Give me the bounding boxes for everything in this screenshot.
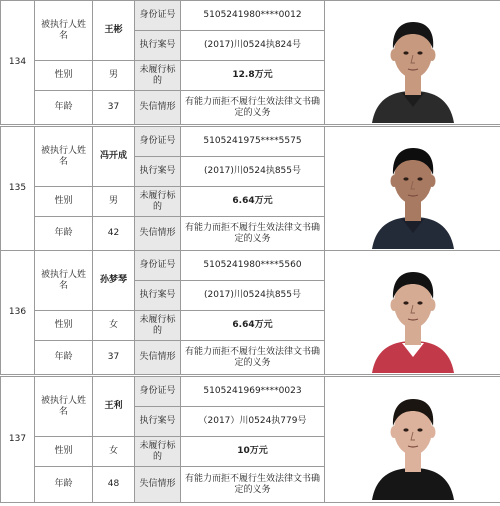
dishonesty-situation: 有能力而拒不履行生效法律文书确定的义务	[181, 467, 325, 503]
age: 48	[93, 467, 135, 503]
executee-name: 王利	[93, 377, 135, 437]
executee-record	[0, 0, 500, 125]
executee-photo	[325, 377, 500, 503]
gender-label: 性别	[35, 437, 93, 467]
unperformed-amount: 6.64万元	[181, 311, 325, 341]
record-number: 135	[1, 127, 35, 251]
age: 37	[93, 91, 135, 125]
dishonesty-label: 失信情形	[135, 217, 181, 251]
age-label: 年龄	[35, 91, 93, 125]
dishonesty-label: 失信情形	[135, 91, 181, 125]
case-number-label: 执行案号	[135, 31, 181, 61]
gender: 女	[93, 437, 135, 467]
dishonesty-label: 失信情形	[135, 341, 181, 375]
unperformed-amount: 12.8万元	[181, 61, 325, 91]
id-number: 5105241980****5560	[181, 251, 325, 281]
gender-label: 性别	[35, 187, 93, 217]
id-number-label: 身份证号	[135, 127, 181, 157]
unperformed-label: 未履行标的	[135, 187, 181, 217]
executee-name-label: 被执行人姓名	[35, 1, 93, 61]
executee-record	[0, 250, 500, 375]
gender-label: 性别	[35, 61, 93, 91]
unperformed-label: 未履行标的	[135, 311, 181, 341]
executee-name: 冯开成	[93, 127, 135, 187]
executee-name: 王彬	[93, 1, 135, 61]
case-number: (2017)川0524执855号	[181, 281, 325, 311]
dishonesty-label: 失信情形	[135, 467, 181, 503]
case-number-label: 执行案号	[135, 407, 181, 437]
record-number: 134	[1, 1, 35, 125]
id-number: 5105241980****0012	[181, 1, 325, 31]
age: 42	[93, 217, 135, 251]
id-number: 5105241975****5575	[181, 127, 325, 157]
executee-record	[0, 126, 500, 251]
age-label: 年龄	[35, 467, 93, 503]
unperformed-label: 未履行标的	[135, 61, 181, 91]
case-number-label: 执行案号	[135, 281, 181, 311]
gender-label: 性别	[35, 311, 93, 341]
gender: 女	[93, 311, 135, 341]
case-number: (2017)川0524执855号	[181, 157, 325, 187]
executee-name-label: 被执行人姓名	[35, 127, 93, 187]
executee-name: 孙梦琴	[93, 251, 135, 311]
record-number: 137	[1, 377, 35, 503]
case-number-label: 执行案号	[135, 157, 181, 187]
id-number-label: 身份证号	[135, 1, 181, 31]
age: 37	[93, 341, 135, 375]
age-label: 年龄	[35, 341, 93, 375]
id-number-label: 身份证号	[135, 251, 181, 281]
executee-name-label: 被执行人姓名	[35, 377, 93, 437]
dishonesty-situation: 有能力而拒不履行生效法律文书确定的义务	[181, 91, 325, 125]
id-number-label: 身份证号	[135, 377, 181, 407]
executee-photo	[325, 127, 500, 251]
executee-record	[0, 376, 500, 503]
case-number: (2017)川0524执824号	[181, 31, 325, 61]
executee-photo	[325, 251, 500, 375]
executee-photo	[325, 1, 500, 125]
case-number: （2017）川0524执779号	[181, 407, 325, 437]
dishonesty-situation: 有能力而拒不履行生效法律文书确定的义务	[181, 217, 325, 251]
unperformed-amount: 6.64万元	[181, 187, 325, 217]
dishonesty-situation: 有能力而拒不履行生效法律文书确定的义务	[181, 341, 325, 375]
gender: 男	[93, 61, 135, 91]
record-number: 136	[1, 251, 35, 375]
executee-name-label: 被执行人姓名	[35, 251, 93, 311]
age-label: 年龄	[35, 217, 93, 251]
id-number: 5105241969****0023	[181, 377, 325, 407]
unperformed-label: 未履行标的	[135, 437, 181, 467]
gender: 男	[93, 187, 135, 217]
unperformed-amount: 10万元	[181, 437, 325, 467]
